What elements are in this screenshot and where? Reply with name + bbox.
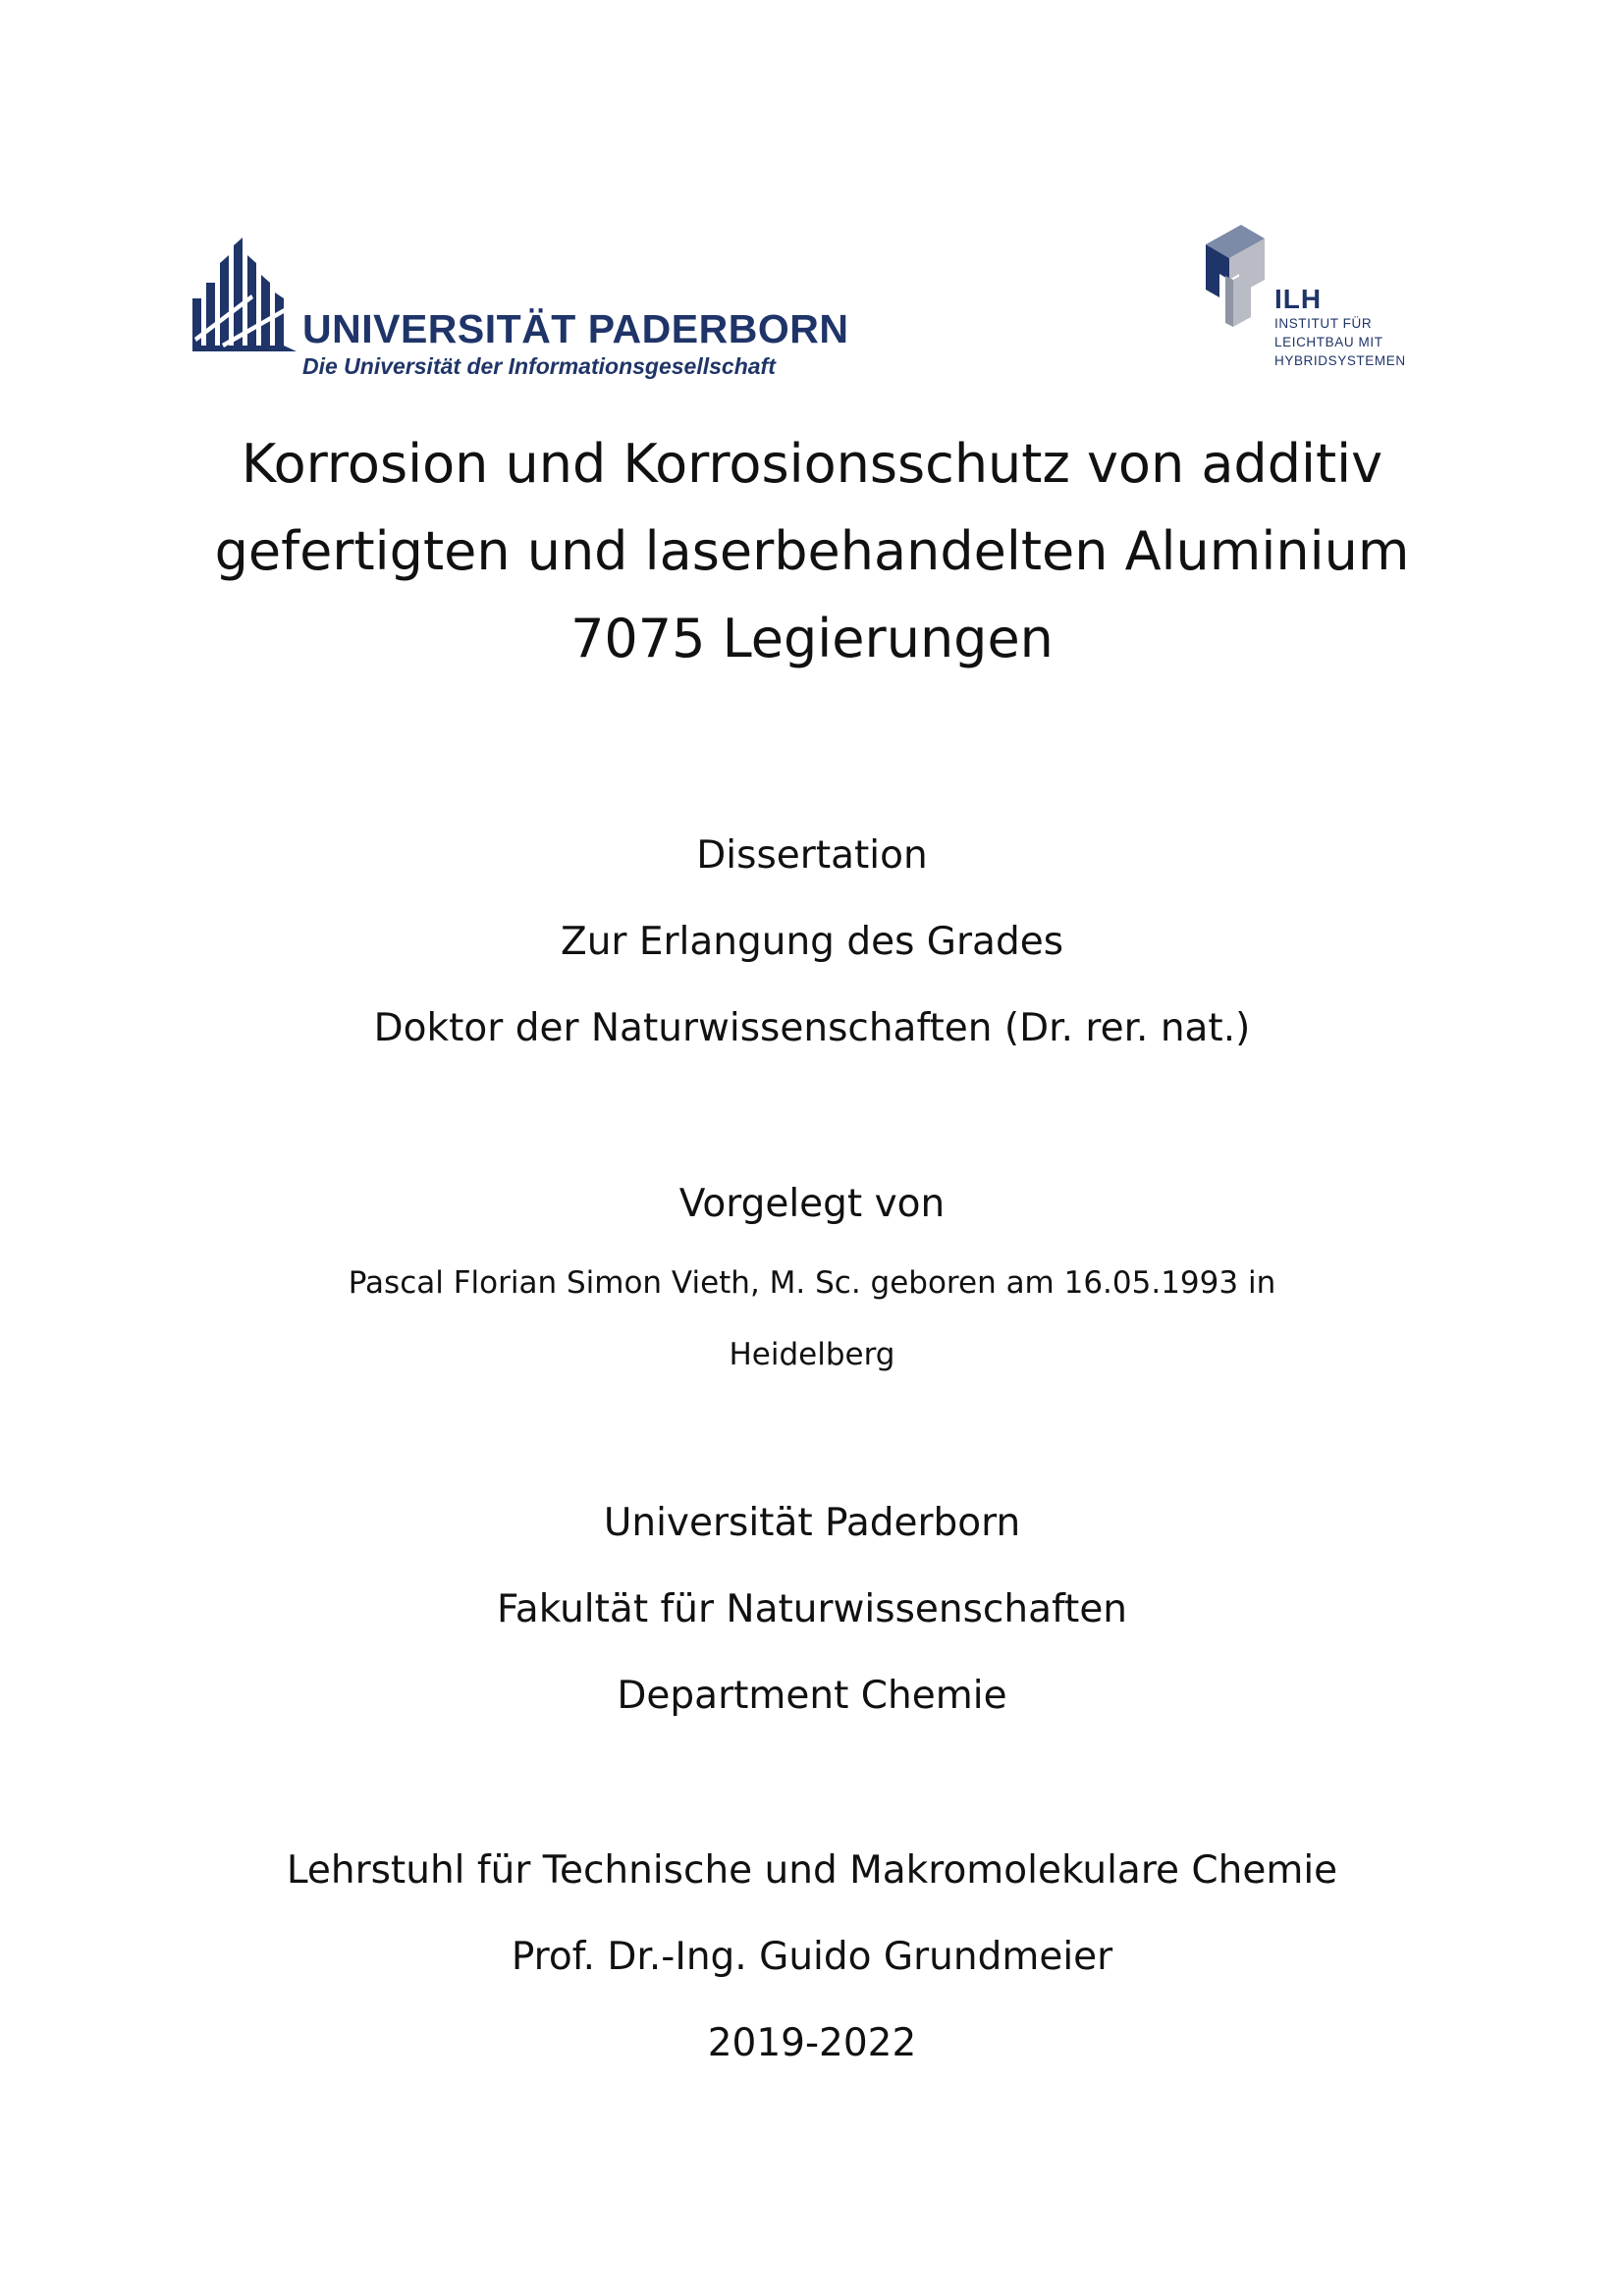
author-birthplace: Heidelberg [729,1337,895,1372]
submission-block [0,1161,1624,1248]
thesis-title-line: gefertigten und laserbehandelten Aluminium [214,520,1410,582]
chair-block [0,1828,1624,2087]
degree-block [0,813,1624,1072]
degree-title: Doktor der Naturwissenschaften (Dr. rer. nat.) [373,1006,1251,1050]
university-label: Universität Paderborn [603,1501,1021,1545]
professor-name: Prof. Dr.-Ing. Guido Grundmeier [511,1935,1113,1979]
institution-block [0,1480,1624,1739]
degree-purpose: Zur Erlangung des Grades [560,920,1064,964]
thesis-title-line: Korrosion und Korrosionsschutz von additiv [241,433,1383,495]
faculty-label: Fakultät für Naturwissenschaften [496,1587,1128,1631]
institute-name-line: HYBRIDSYSTEMEN [1274,353,1406,368]
department-label: Department Chemie [617,1674,1007,1718]
institute-name-line: LEICHTBAU MIT [1274,335,1383,349]
institute-name-line: INSTITUT FÜR [1274,316,1373,331]
author-block [0,1248,1624,1391]
chair-name: Lehrstuhl für Technische und Makromolekulare Chemie [286,1848,1338,1893]
document-type: Dissertation [696,833,928,878]
institute-logo [1206,221,1422,368]
period: 2019-2022 [707,2021,917,2065]
thesis-title [0,420,1624,682]
university-tagline: Die Universität der Informationsgesellschaft [302,353,776,379]
university-name: UNIVERSITÄT PADERBORN [302,306,849,351]
university-logo [192,236,849,383]
thesis-title-line: 7075 Legierungen [570,608,1054,669]
submitted-by-label: Vorgelegt von [678,1182,946,1226]
institute-abbreviation: ILH [1274,284,1323,314]
author-details: Pascal Florian Simon Vieth, M. Sc. geboren am 16.05.1993 in [348,1265,1276,1301]
institute-cube-icon [1206,221,1274,329]
university-emblem-icon [192,236,300,353]
